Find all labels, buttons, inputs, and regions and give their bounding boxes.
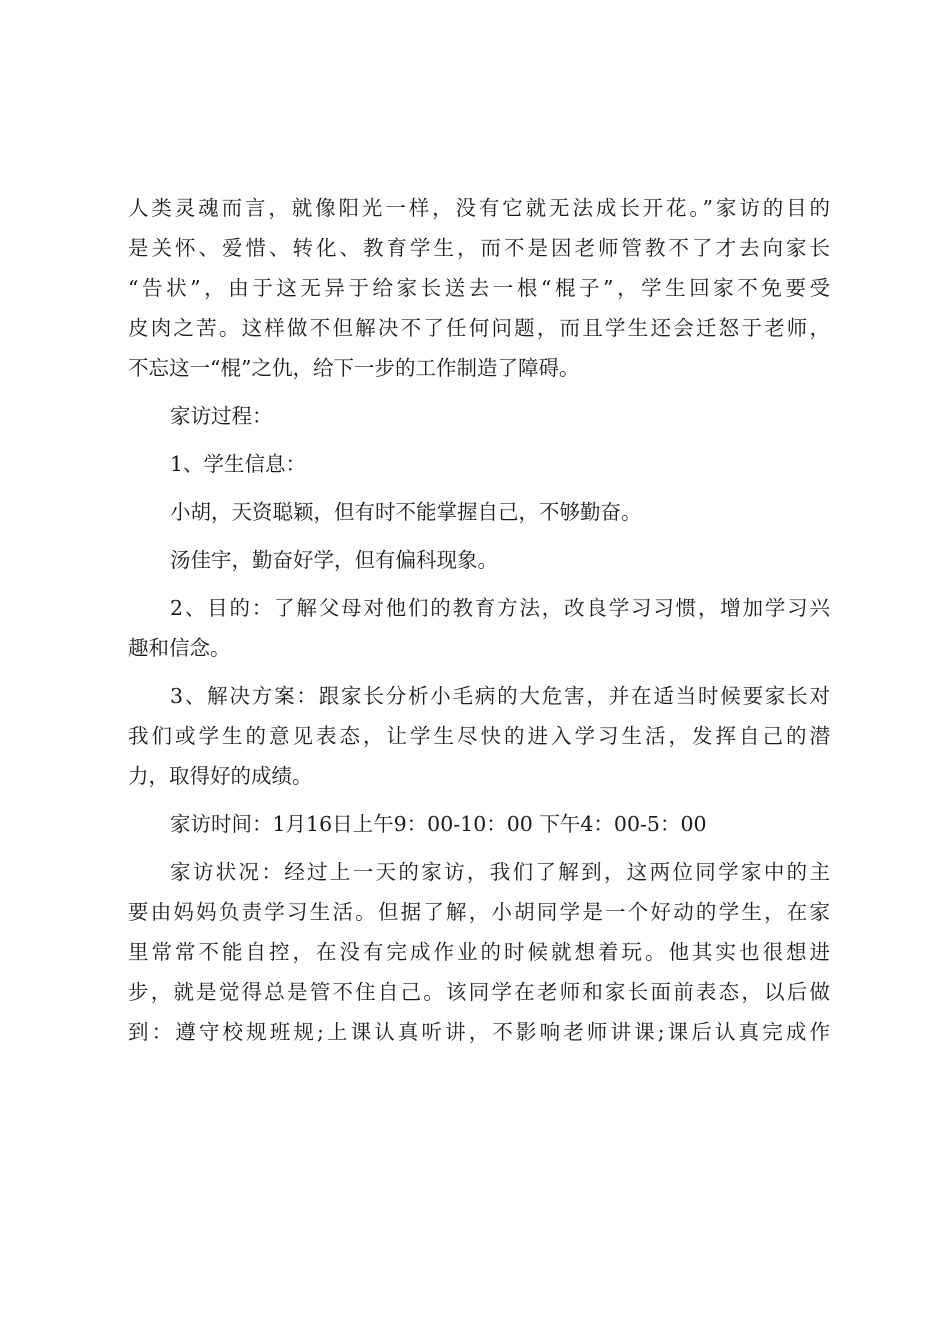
paragraph-student-xiaohu: [128, 492, 830, 532]
text-line: “告状”，由于这无异于给家长送去一根“棍子”，学生回家不免要受: [128, 276, 830, 300]
paragraph-intro: [128, 188, 830, 388]
paragraph-purpose: [128, 588, 830, 668]
text-line: 3、解决方案：跟家长分析小毛病的大危害，并在适当时候要家长对: [170, 684, 830, 708]
text-line: 家访状况：经过上一天的家访，我们了解到，这两位同学家中的主: [170, 860, 830, 884]
text-line: 我们或学生的意见表态，让学生尽快的进入学习生活，发挥自己的潜: [128, 724, 830, 748]
text-line: 里常常不能自控，在没有完成作业的时候就想着玩。他其实也很想进: [128, 940, 830, 964]
text-line: 步，就是觉得总是管不住自己。该同学在老师和家长面前表态，以后做: [128, 980, 830, 1004]
text-line: 2、目的：了解父母对他们的教育方法，改良学习习惯，增加学习兴: [170, 596, 830, 620]
text-line: 力，取得好的成绩。: [128, 764, 313, 788]
text-line: 是关怀、爱惜、转化、教育学生，而不是因老师管教不了才去向家长: [128, 236, 830, 260]
paragraph-student-tangjiayu: [128, 540, 830, 580]
text-line: 家访时间：1月16日上午9：00-10：00 下午4：00-5：00: [170, 812, 707, 836]
document-body: [128, 188, 830, 1060]
text-line: 不忘这一“棍”之仇，给下一步的工作制造了障碍。: [128, 356, 580, 380]
paragraph-visit-time: [128, 804, 830, 844]
paragraph-visit-process-heading: [128, 396, 830, 436]
text-line: 要由妈妈负责学习生活。但据了解，小胡同学是一个好动的学生，在家: [128, 900, 830, 924]
text-line: 人类灵魂而言，就像阳光一样，没有它就无法成长开花。”家访的目的: [128, 196, 830, 220]
paragraph-solution: [128, 676, 830, 796]
text-line: 皮肉之苦。这样做不但解决不了任何问题，而且学生还会迁怒于老师，: [128, 316, 830, 340]
paragraph-visit-status: [128, 852, 830, 1052]
text-line: 汤佳宇，勤奋好学，但有偏科现象。: [170, 548, 498, 572]
text-line: 家访过程：: [170, 404, 273, 428]
text-line: 小胡，天资聪颖，但有时不能掌握自己，不够勤奋。: [170, 500, 642, 524]
paragraph-student-info-heading: [128, 444, 830, 484]
text-line: 到：遵守校规班规;上课认真听讲，不影响老师讲课;课后认真完成作: [128, 1020, 830, 1044]
text-line: 1、学生信息：: [170, 452, 307, 476]
text-line: 趣和信念。: [128, 636, 231, 660]
